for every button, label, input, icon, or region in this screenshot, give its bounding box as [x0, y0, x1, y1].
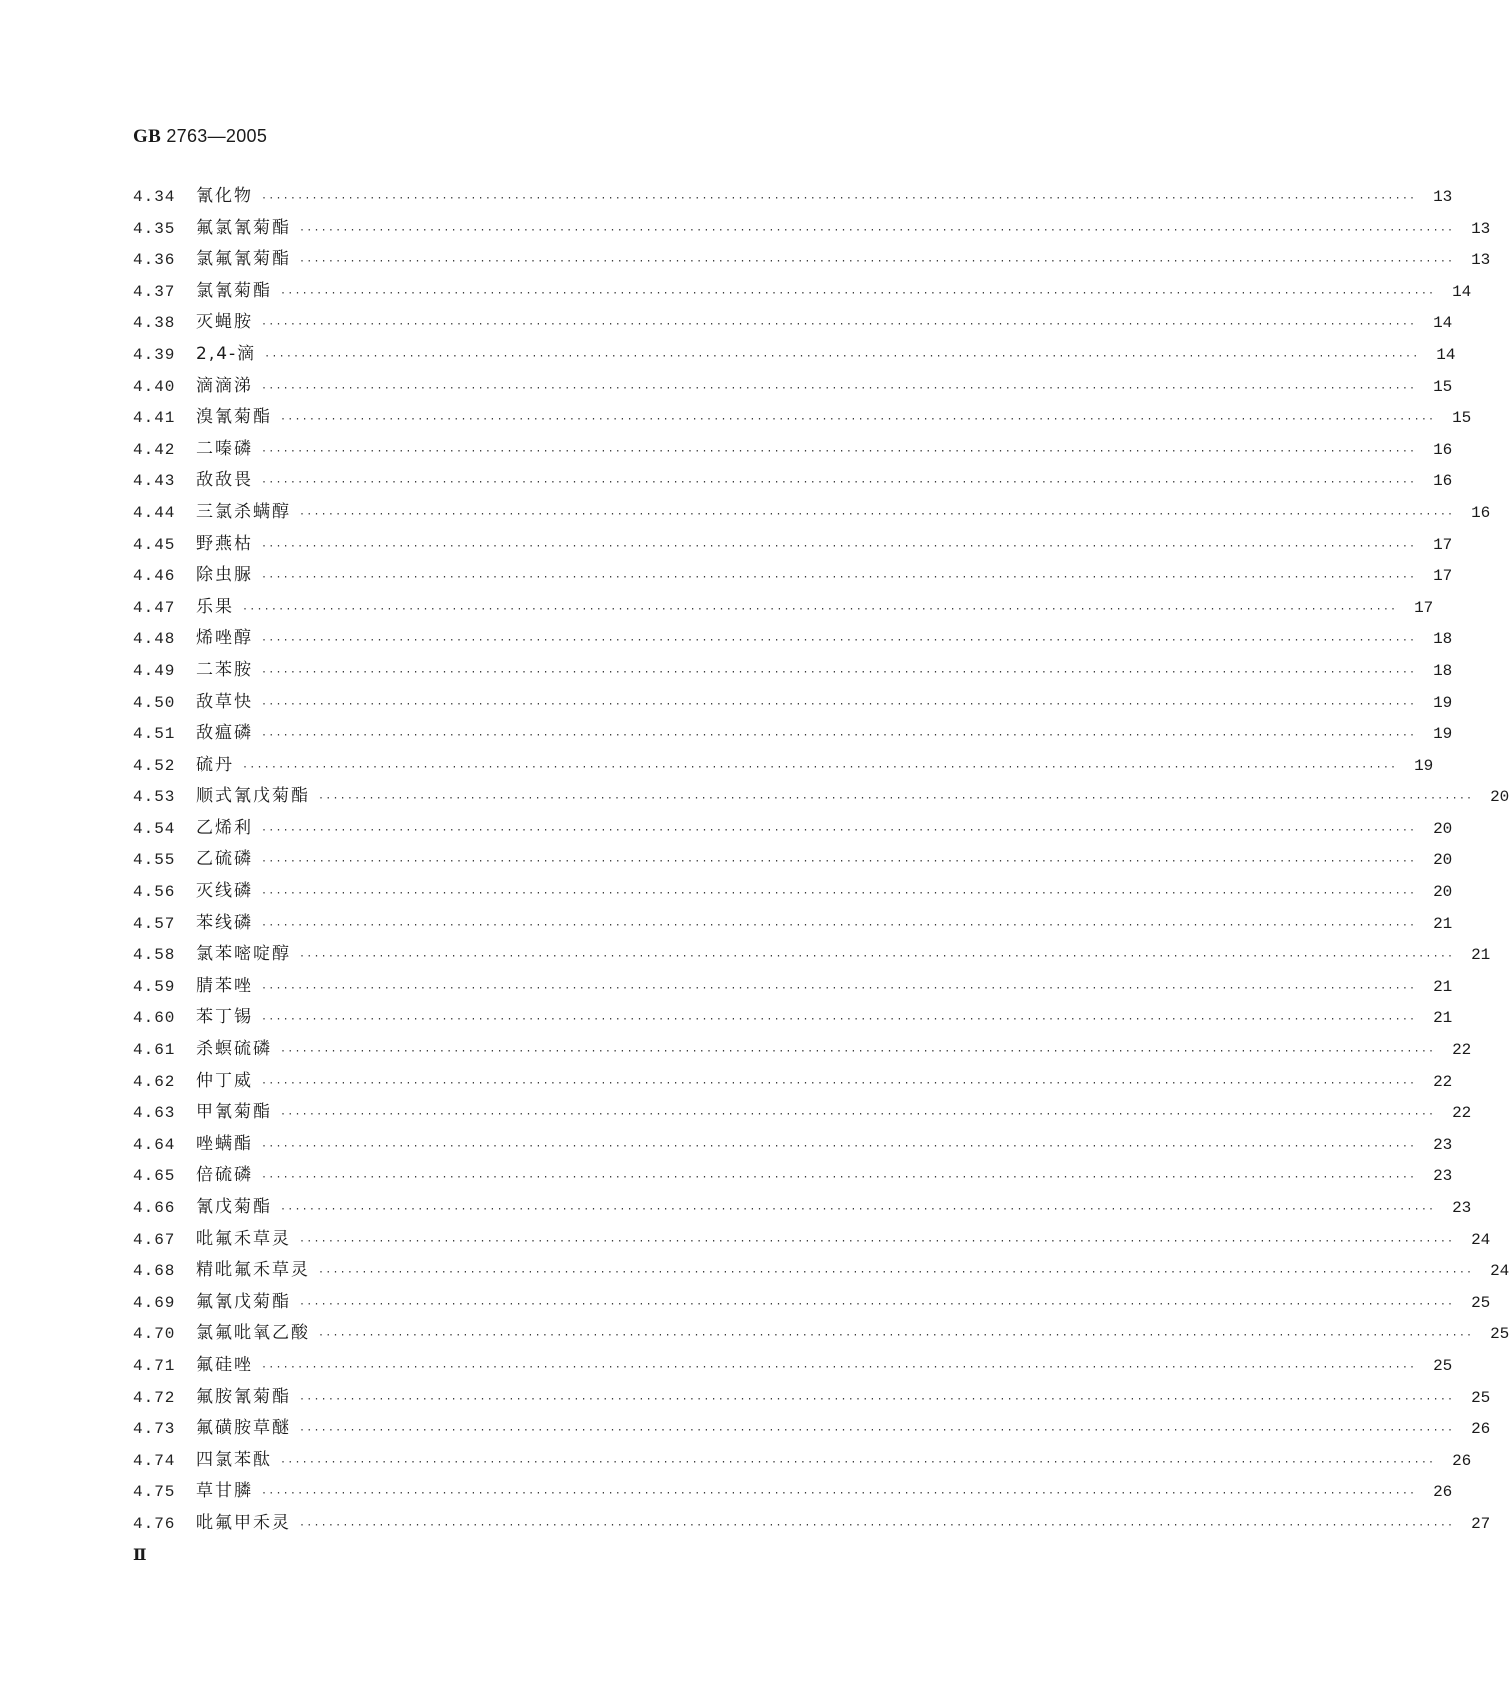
toc-entry-title: 氰化物: [196, 186, 253, 206]
toc-entry-page: 17: [1433, 535, 1453, 554]
toc-entry[interactable]: [133, 1034, 1472, 1066]
toc-dot-leader: ································································································································································: [299, 1519, 1455, 1531]
toc-dot-leader: ································································································································································: [261, 824, 1417, 836]
toc-entry-number: 4.58: [133, 946, 176, 965]
toc-dot-leader: ································································································································································: [261, 477, 1417, 489]
toc-entry-number: 4.40: [133, 377, 176, 396]
toc-entry-page: 25: [1490, 1325, 1509, 1344]
toc-dot-leader: ································································································································································: [261, 445, 1417, 457]
toc-entry[interactable]: [133, 1476, 1453, 1508]
toc-entry-page: 19: [1414, 756, 1434, 775]
toc-dot-leader: ································································································································································: [261, 1077, 1417, 1089]
toc-entry-page: 18: [1433, 630, 1453, 649]
toc-entry-title: 氟氯氰菊酯: [196, 217, 291, 238]
toc-dot-leader: ································································································································································: [261, 1014, 1417, 1026]
toc-entry[interactable]: [133, 1287, 1491, 1319]
toc-entry-page: 22: [1433, 1072, 1453, 1091]
toc-entry[interactable]: [133, 307, 1453, 339]
toc-entry-title: 苯丁锡: [196, 1007, 253, 1028]
toc-entry-number: 4.34: [133, 188, 176, 206]
toc-entry-page: 22: [1452, 1041, 1472, 1060]
toc-dot-leader: ································································································································································: [299, 1425, 1455, 1437]
toc-entry-title: 乐果: [196, 596, 234, 617]
toc-dot-leader: ································································································································································: [261, 540, 1417, 552]
toc-dot-leader: ································································································································································: [299, 1298, 1455, 1310]
toc-entry-number: 4.45: [133, 535, 176, 554]
toc-entry[interactable]: [133, 339, 1456, 371]
toc-entry-page: 17: [1414, 598, 1434, 617]
toc-dot-leader: ································································································································································: [261, 1140, 1417, 1152]
toc-entry-page: 26: [1471, 1420, 1491, 1439]
toc-entry-page: 23: [1433, 1167, 1453, 1186]
toc-entry-page: 24: [1471, 1230, 1491, 1249]
toc-entry[interactable]: [133, 1160, 1453, 1192]
toc-entry-number: 4.42: [133, 440, 176, 459]
toc-dot-leader: ································································································································································: [261, 1361, 1417, 1373]
toc-entry-title: 倍硫磷: [196, 1165, 253, 1186]
toc-entry-number: 4.59: [133, 977, 176, 996]
toc-dot-leader: ································································································································································: [261, 635, 1417, 647]
toc-entry-title: 氟胺氰菊酯: [196, 1386, 291, 1407]
toc-dot-leader: ································································································································································: [318, 1330, 1474, 1342]
toc-entry-title: 野燕枯: [196, 533, 253, 554]
toc-entry-title: 甲氰菊酯: [196, 1102, 272, 1123]
toc-dot-leader: ································································································································································: [299, 224, 1455, 236]
toc-entry-number: 4.52: [133, 756, 176, 775]
toc-entry-page: 13: [1471, 219, 1491, 238]
toc-dot-leader: ································································································································································: [261, 919, 1417, 931]
toc-dot-leader: ································································································································································: [261, 698, 1417, 710]
toc-entry-title: 氯苯嘧啶醇: [196, 944, 291, 965]
toc-entry-number: 4.60: [133, 1009, 176, 1028]
toc-entry-title: 氰戊菊酯: [196, 1197, 272, 1217]
toc-entry-number: 4.75: [133, 1483, 176, 1502]
toc-entry-number: 4.46: [133, 567, 176, 586]
toc-entry[interactable]: [133, 813, 1453, 845]
toc-entry[interactable]: [133, 971, 1453, 1003]
toc-entry[interactable]: [133, 781, 1509, 813]
toc-entry-page: 23: [1452, 1199, 1472, 1217]
toc-entry[interactable]: [133, 1350, 1453, 1382]
toc-dot-leader: ································································································································································: [280, 1456, 1436, 1468]
toc-entry-number: 4.64: [133, 1135, 176, 1154]
toc-entry-title: 仲丁威: [196, 1070, 253, 1091]
toc-entry[interactable]: [133, 718, 1453, 750]
toc-entry-page: 27: [1471, 1514, 1491, 1533]
toc-entry-title: 硫丹: [196, 754, 234, 775]
toc-dot-leader: ································································································································································: [299, 951, 1455, 963]
toc-entry-number: 4.37: [133, 282, 176, 301]
toc-entry-page: 25: [1433, 1356, 1453, 1375]
toc-entry[interactable]: [133, 1508, 1491, 1540]
toc-entry-page: 19: [1433, 693, 1453, 712]
toc-entry-title: 氯氟氰菊酯: [196, 249, 291, 270]
toc-entry[interactable]: [133, 1129, 1453, 1161]
toc-entry-title: 吡氟甲禾灵: [196, 1512, 291, 1533]
toc-dot-leader: ································································································································································: [280, 414, 1436, 426]
toc-dot-leader: ································································································································································: [299, 256, 1455, 268]
toc-entry-page: 21: [1433, 1009, 1453, 1028]
toc-entry-page: 14: [1452, 282, 1472, 301]
toc-entry-number: 4.68: [133, 1262, 176, 1281]
toc-entry[interactable]: [133, 1002, 1453, 1034]
toc-entry[interactable]: [133, 1413, 1491, 1445]
toc-entry[interactable]: [133, 1224, 1491, 1256]
toc-entry-number: 4.73: [133, 1420, 176, 1439]
toc-entry[interactable]: [133, 371, 1453, 403]
toc-entry-page: 15: [1433, 377, 1453, 396]
toc-entry-number: 4.72: [133, 1388, 176, 1407]
toc-entry-title: 顺式氰戊菊酯: [196, 786, 310, 807]
standard-code: GB: [133, 126, 162, 147]
toc-entry[interactable]: [133, 402, 1472, 434]
toc-entry[interactable]: [133, 1318, 1509, 1350]
toc-entry-title: 苯线磷: [196, 912, 253, 933]
toc-entry-page: 16: [1471, 503, 1491, 522]
toc-entry-page: 21: [1433, 977, 1453, 996]
toc-entry-title: 敌瘟磷: [196, 723, 253, 744]
toc-entry-title: 敌敌畏: [196, 470, 253, 491]
toc-entry[interactable]: [133, 1192, 1472, 1224]
toc-entry[interactable]: [133, 655, 1453, 687]
toc-entry-number: 4.44: [133, 503, 176, 522]
toc-entry-number: 4.36: [133, 251, 176, 270]
toc-entry-title: 敌草快: [196, 691, 253, 712]
toc-entry-number: 4.63: [133, 1104, 176, 1123]
toc-entry[interactable]: [133, 1445, 1472, 1477]
toc-entry-title: 滴滴涕: [196, 375, 253, 396]
toc-entry-page: 20: [1433, 819, 1453, 838]
toc-dot-leader: ································································································································································: [261, 319, 1417, 331]
toc-entry-page: 18: [1433, 661, 1453, 680]
toc-entry[interactable]: [133, 560, 1453, 592]
toc-entry-title: 杀螟硫磷: [196, 1039, 272, 1060]
toc-entry[interactable]: [133, 1097, 1472, 1129]
toc-entry[interactable]: [133, 434, 1453, 466]
toc-entry-title: 乙烯利: [196, 817, 253, 838]
toc-entry-title: 腈苯唑: [196, 975, 253, 996]
toc-entry-page: 26: [1433, 1483, 1453, 1502]
toc-entry-number: 4.65: [133, 1167, 176, 1186]
toc-entry-number: 4.76: [133, 1514, 176, 1533]
toc-entry-page: 20: [1433, 851, 1453, 870]
toc-dot-leader: ································································································································································: [261, 572, 1417, 584]
toc-entry-number: 4.50: [133, 693, 176, 712]
toc-dot-leader: ································································································································································: [318, 1267, 1474, 1279]
toc-entry[interactable]: [133, 465, 1453, 497]
toc-entry-number: 4.62: [133, 1072, 176, 1091]
toc-entry-page: 20: [1433, 883, 1453, 902]
toc-entry-page: 15: [1452, 409, 1472, 428]
toc-entry-title: 氟氰戊菊酯: [196, 1291, 291, 1312]
toc-entry-number: 4.41: [133, 409, 176, 428]
toc-dot-leader: ································································································································································: [261, 1488, 1417, 1500]
page-number: Ⅱ: [133, 1547, 147, 1564]
toc-entry[interactable]: [133, 908, 1453, 940]
document-header: [133, 126, 267, 148]
toc-dot-leader: ································································································································································: [280, 1046, 1436, 1058]
toc-entry-number: 4.53: [133, 788, 176, 807]
toc-entry[interactable]: [133, 1382, 1491, 1414]
toc-entry-page: 19: [1433, 725, 1453, 744]
toc-entry-title: 除虫脲: [196, 565, 253, 586]
toc-entry-number: 4.67: [133, 1230, 176, 1249]
toc-dot-leader: ································································································································································: [261, 193, 1417, 204]
toc-entry[interactable]: [133, 592, 1434, 624]
toc-entry-title: 氯氟吡氧乙酸: [196, 1323, 310, 1344]
toc-dot-leader: ································································································································································: [261, 888, 1417, 900]
toc-entry[interactable]: [133, 213, 1491, 245]
toc-entry[interactable]: [133, 497, 1491, 529]
toc-entry-number: 4.51: [133, 725, 176, 744]
toc-entry-title: 三氯杀螨醇: [196, 501, 291, 522]
toc-entry-page: 16: [1433, 440, 1453, 459]
toc-dot-leader: ································································································································································: [280, 287, 1436, 299]
toc-dot-leader: ································································································································································: [261, 666, 1417, 678]
toc-entry[interactable]: [133, 939, 1491, 971]
toc-dot-leader: ································································································································································: [318, 793, 1474, 805]
toc-entry-title: 吡氟禾草灵: [196, 1228, 291, 1249]
toc-dot-leader: ································································································································································: [299, 1235, 1455, 1247]
toc-entry-page: 22: [1452, 1104, 1472, 1123]
toc-entry[interactable]: [133, 1255, 1509, 1287]
toc-entry-page: 17: [1433, 567, 1453, 586]
toc-entry-number: 4.49: [133, 661, 176, 680]
toc-entry[interactable]: [133, 687, 1453, 719]
toc-entry[interactable]: [133, 750, 1434, 782]
toc-dot-leader: ································································································································································: [261, 730, 1417, 742]
toc-entry-number: 4.56: [133, 883, 176, 902]
toc-dot-leader: ································································································································································: [264, 350, 1420, 362]
toc-entry-number: 4.54: [133, 819, 176, 838]
toc-entry-title: 乙硫磷: [196, 849, 253, 870]
toc-entry-title: 灭蝇胺: [196, 312, 253, 333]
standard-number: 2763—2005: [166, 126, 268, 146]
toc-entry-number: 4.48: [133, 630, 176, 649]
toc-entry-title: 灭线磷: [196, 881, 253, 902]
toc-entry[interactable]: [133, 1066, 1453, 1098]
toc-entry-title: 氟磺胺草醚: [196, 1418, 291, 1439]
toc-entry-number: 4.55: [133, 851, 176, 870]
toc-dot-leader: ································································································································································: [280, 1204, 1436, 1215]
toc-entry-title: 二嗪磷: [196, 438, 253, 459]
toc-entry-number: 4.38: [133, 314, 176, 333]
toc-entry-page: 21: [1433, 914, 1453, 933]
toc-entry[interactable]: [133, 276, 1472, 308]
toc-entry-title: 唑螨酯: [196, 1133, 253, 1154]
toc-entry-page: 20: [1490, 788, 1509, 807]
toc-entry-number: 4.57: [133, 914, 176, 933]
toc-entry-page: 23: [1433, 1135, 1453, 1154]
table-of-contents: [133, 181, 1509, 1540]
toc-dot-leader: ································································································································································: [261, 856, 1417, 868]
toc-entry-number: 4.69: [133, 1293, 176, 1312]
toc-dot-leader: ································································································································································: [242, 603, 1398, 615]
toc-entry-page: 21: [1471, 946, 1491, 965]
toc-entry-title: 烯唑醇: [196, 628, 253, 649]
toc-entry[interactable]: [133, 876, 1453, 908]
toc-entry-page: 13: [1433, 188, 1453, 206]
toc-entry[interactable]: [133, 844, 1453, 876]
toc-entry-page: 25: [1471, 1293, 1491, 1312]
toc-entry[interactable]: [133, 244, 1491, 276]
toc-dot-leader: ································································································································································: [299, 508, 1455, 520]
toc-entry-page: 25: [1471, 1388, 1491, 1407]
toc-entry-title: 氯氰菊酯: [196, 280, 272, 301]
toc-entry[interactable]: [133, 529, 1453, 561]
toc-entry-number: 4.47: [133, 598, 176, 617]
toc-entry-title: 氟硅唑: [196, 1354, 253, 1375]
toc-entry-title: 二苯胺: [196, 659, 253, 680]
toc-entry-title: 精吡氟禾草灵: [196, 1260, 310, 1281]
toc-entry-title: 溴氰菊酯: [196, 407, 272, 428]
toc-entry[interactable]: [133, 623, 1453, 655]
toc-entry-number: 4.70: [133, 1325, 176, 1344]
toc-dot-leader: ································································································································································: [280, 1109, 1436, 1121]
toc-entry-number: 4.61: [133, 1041, 176, 1060]
toc-dot-leader: ································································································································································: [261, 382, 1417, 394]
toc-entry-number: 4.71: [133, 1356, 176, 1375]
toc-entry-number: 4.74: [133, 1451, 176, 1470]
toc-entry-number: 4.66: [133, 1199, 176, 1217]
toc-entry-number: 4.39: [133, 345, 176, 364]
toc-entry[interactable]: [133, 181, 1453, 213]
toc-dot-leader: ································································································································································: [299, 1393, 1455, 1405]
toc-entry-page: 16: [1433, 472, 1453, 491]
toc-entry-page: 14: [1433, 314, 1453, 333]
toc-dot-leader: ································································································································································: [261, 982, 1417, 994]
toc-entry-title: 2,4-滴: [196, 343, 257, 364]
toc-entry-title: 草甘膦: [196, 1481, 253, 1502]
toc-entry-page: 24: [1490, 1262, 1509, 1281]
toc-entry-page: 14: [1436, 345, 1456, 364]
toc-entry-number: 4.43: [133, 472, 176, 491]
toc-entry-page: 26: [1452, 1451, 1472, 1470]
toc-entry-number: 4.35: [133, 219, 176, 238]
toc-entry-page: 13: [1471, 251, 1491, 270]
toc-dot-leader: ································································································································································: [242, 761, 1398, 773]
toc-entry-title: 四氯苯酞: [196, 1449, 272, 1470]
toc-dot-leader: ································································································································································: [261, 1172, 1417, 1184]
